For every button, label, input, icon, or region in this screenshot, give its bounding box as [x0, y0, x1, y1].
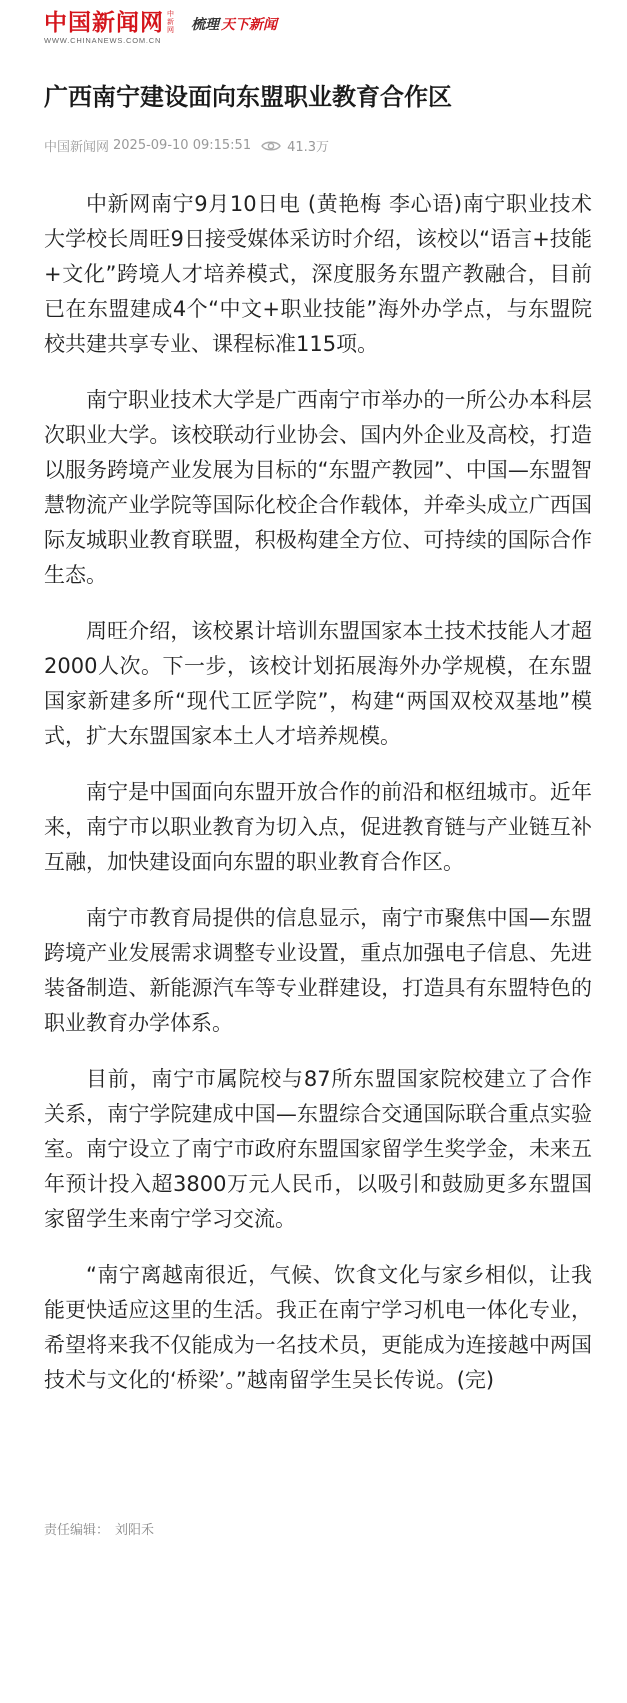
- logo-url: WWW.CHINANEWS.COM.CN: [44, 35, 162, 45]
- article-paragraph: “南宁离越南很近，气候、饮食文化与家乡相似，让我能更快适应这里的生活。我正在南宁学习机电一体化专业，希望将来我不仅能成为一名技术员，更能成为连接越中两国技术与文化的‘桥梁’。”越南留学生吴长传说。(完): [44, 1263, 592, 1392]
- article-body: [44, 187, 592, 1419]
- editor-label: 责任编辑：: [44, 1523, 110, 1538]
- editor-name: 刘阳禾: [115, 1523, 155, 1538]
- site-header: [44, 10, 277, 44]
- view-count-value: 41.3万: [287, 140, 330, 155]
- site-slogan: [191, 14, 277, 34]
- article-paragraph: 南宁是中国面向东盟开放合作的前沿和枢纽城市。近年来，南宁市以职业教育为切入点，促进教育链与产业链互补互融，加快建设面向东盟的职业教育合作区。: [44, 780, 592, 874]
- article-paragraph: 中新网南宁9月10日电 (黄艳梅 李心语)南宁职业技术大学校长周旺9日接受媒体采访时介绍，该校以“语言+技能+文化”跨境人才培养模式，深度服务东盟产教融合，目前已在东盟建成4个“中文+职业技能”海外办学点，与东盟院校共建共享专业、课程标准115项。: [44, 192, 592, 356]
- responsible-editor: [44, 1519, 154, 1538]
- article-paragraph: 南宁职业技术大学是广西南宁市举办的一所公办本科层次职业大学。该校联动行业协会、国内外企业及高校，打造以服务跨境产业发展为目标的“东盟产教园”、中国—东盟智慧物流产业学院等国际化校企合作载体，并牵头成立广西国际友城职业教育联盟，积极构建全方位、可持续的国际合作生态。: [44, 388, 592, 587]
- slogan-part-2: 天下新闻: [221, 17, 277, 33]
- article-paragraph: 周旺介绍，该校累计培训东盟国家本土技术技能人才超2000人次。下一步，该校计划拓展海外办学规模，在东盟国家新建多所“现代工匠学院”，构建“两国双校双基地”模式，扩大东盟国家本土人才培养规模。: [44, 619, 592, 748]
- article-paragraph: 目前，南宁市属院校与87所东盟国家院校建立了合作关系，南宁学院建成中国—东盟综合交通国际联合重点实验室。南宁设立了南宁市政府东盟国家留学生奖学金，未来五年预计投入超3800万元人民币，以吸引和鼓励更多东盟国家留学生来南宁学习交流。: [44, 1067, 592, 1231]
- article-meta: [44, 136, 329, 155]
- eye-icon: [261, 139, 281, 153]
- article-title: 广西南宁建设面向东盟职业教育合作区: [44, 83, 452, 111]
- article-source: 中国新闻网: [44, 140, 110, 155]
- logo-text: 中国新闻网: [44, 8, 164, 36]
- slogan-part-1: 梳理: [191, 17, 219, 33]
- article-paragraph: 南宁市教育局提供的信息显示，南宁市聚焦中国—东盟跨境产业发展需求调整专业设置，重点加强电子信息、先进装备制造、新能源汽车等专业群建设，打造具有东盟特色的职业教育办学体系。: [44, 906, 592, 1035]
- article-date: 2025-09-10 09:15:51: [113, 138, 252, 153]
- site-logo[interactable]: [44, 10, 175, 45]
- logo-vertical-text: 中新网: [167, 9, 174, 34]
- view-count: [261, 136, 329, 155]
